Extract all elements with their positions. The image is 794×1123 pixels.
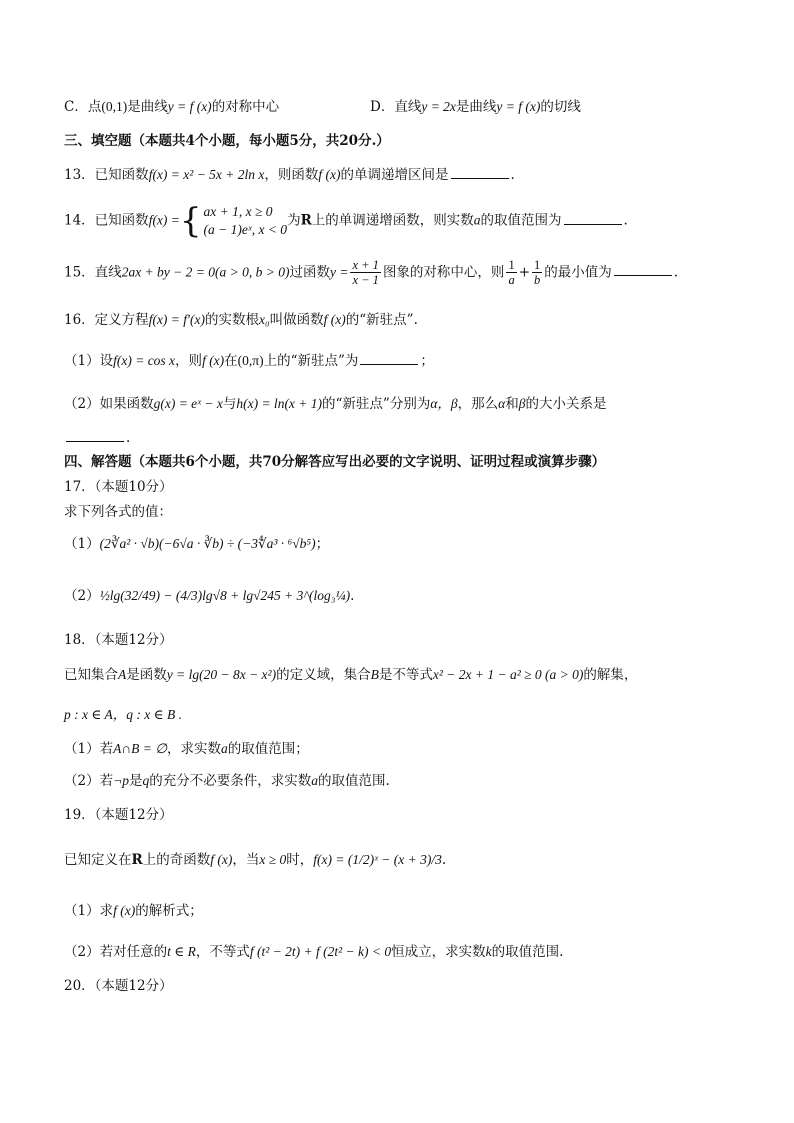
question-18-part-1: （1）若A∩B = ∅，求实数a的取值范围；: [64, 741, 309, 757]
question-16-part-1: （1）设f(x) = cos x，则f (x)在(0,π)上的“新驻点”为 ；: [64, 353, 434, 369]
answer-blank: [66, 429, 124, 442]
question-20-title: 20．（本题12分）: [64, 978, 173, 994]
question-17-part-1: （1）(2∛a² · √b)(−6√a · ∛b) ÷ (−3∜a³ · ⁶√b⁵)；: [64, 536, 330, 552]
answer-blank: [451, 166, 509, 179]
question-17-intro: 求下列各式的值：: [64, 504, 172, 520]
answer-blank: [564, 212, 622, 225]
left-brace: {: [179, 201, 202, 242]
question-18-pq: p : x ∈ A，q : x ∈ B .: [64, 707, 182, 722]
fraction: $\frac{1}{a}$: [508, 258, 515, 288]
question-18-part-2: （2）若¬p是q的充分不必要条件，求实数a的取值范围.: [64, 773, 390, 789]
option-c: C．点(0,1)是曲线y = f (x)的对称中心: [64, 99, 280, 115]
question-16-part-2: （2）如果函数g(x) = eˣ − x与h(x) = ln(x + 1)的“新驻点”分别为α，β，那么α和β的大小关系是: [64, 396, 607, 412]
option-d: D．直线y = 2x是曲线y = f (x)的切线: [370, 99, 581, 115]
question-19-part-2: （2）若对任意的t ∈ R，不等式f (t² − 2t) + f (2t² − k) < 0恒成立，求实数k的取值范围.: [64, 944, 564, 960]
question-16: 16．定义方程f(x) = f′(x)的实数根x₀叫做函数f (x)的“新驻点”.: [64, 312, 418, 328]
question-19-part-1: （1）求f (x)的解析式；: [64, 903, 203, 919]
section-heading-fill-blank: 三、填空题（本题共4个小题，每小题5分，共20分.）: [64, 133, 390, 149]
section-heading-solutions: 四、解答题（本题共6个小题，共70分解答应写出必要的文字说明、证明过程或演算步骤）: [64, 454, 606, 470]
question-17-part-2: （2）½lg(32/49) − (4/3)lg√8 + lg√245 + 3^(log₃¼).: [64, 588, 355, 604]
question-13: 13．已知函数f(x) = x² − 5x + 2ln x，则函数f (x)的单调递增区间是 .: [64, 167, 515, 183]
piecewise-cases: ax + 1, x ≥ 0 (a − 1)eˣ, x < 0: [203, 204, 288, 238]
answer-blank: [614, 263, 672, 276]
fraction: $\frac{x + 1}{x - 1}$: [352, 258, 379, 288]
question-14: 14．已知函数f(x) ={ ax + 1, x ≥ 0 (a − 1)eˣ, x < 0 为R上的单调递增函数，则实数a的取值范围为 .: [64, 201, 628, 242]
question-15: 15．直线2ax + by − 2 = 0(a > 0, b > 0)过函数y = $\frac{x + 1}{x - 1}$ 图象的对称中心，则 $\frac{1}{a}$ + $\frac{1}{b}$ 的最小值为 .: [64, 258, 679, 288]
fraction: $\frac{1}{b}$: [534, 258, 541, 288]
answer-blank: [360, 352, 418, 365]
question-18-title: 18．（本题12分）: [64, 632, 173, 648]
question-18-stem: 已知集合A是函数y = lg(20 − 8x − x²)的定义域，集合B是不等式x² − 2x + 1 − a² ≥ 0 (a > 0)的解集，: [64, 667, 638, 683]
question-19-title: 19．（本题12分）: [64, 807, 173, 823]
question-19-stem: 已知定义在R上的奇函数f (x)，当x ≥ 0时，f(x) = (1/2)ˣ − (x + 3)/3.: [64, 852, 447, 868]
question-17-title: 17．（本题10分）: [64, 479, 173, 495]
question-16-part-2-blank: .: [64, 429, 130, 446]
